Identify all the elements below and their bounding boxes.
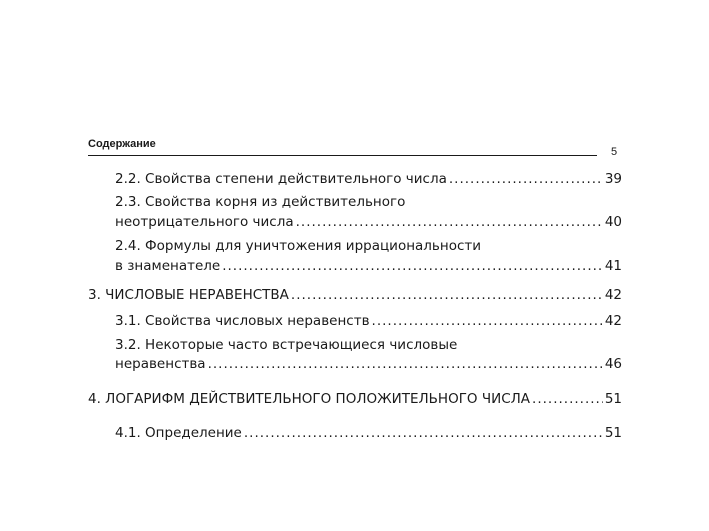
toc-leader-dots <box>532 390 603 408</box>
toc-entry-3 <box>88 286 622 304</box>
toc-leader-dots <box>291 286 603 304</box>
page-number: 5 <box>611 146 618 158</box>
toc-entry-2-3 <box>115 213 622 231</box>
toc-leader-dots <box>449 170 603 188</box>
toc-entry-3-2-line1: 3.2. Некоторые часто встречающиеся числовые <box>115 337 458 353</box>
toc-entry-title: в знаменателе <box>115 258 221 274</box>
toc-entry-page: 42 <box>604 287 622 303</box>
toc-entry-title: 3.1. Свойства числовых неравенств <box>115 313 370 329</box>
toc-entry-page: 40 <box>604 214 622 230</box>
toc-entry-title: 4. ЛОГАРИФМ ДЕЙСТВИТЕЛЬНОГО ПОЛОЖИТЕЛЬНОГО ЧИСЛА <box>88 391 531 407</box>
toc-entry-page: 51 <box>604 391 622 407</box>
toc-entry-2-3-line1: 2.3. Свойства корня из действительного <box>115 194 406 210</box>
toc-leader-dots <box>372 312 603 330</box>
toc-entry-title: 4.1. Определение <box>115 425 242 441</box>
toc-leader-dots <box>222 257 603 275</box>
toc-leader-dots <box>208 355 603 373</box>
toc-entry-page: 51 <box>604 425 622 441</box>
toc-entry-3-2 <box>115 355 622 373</box>
toc-entry-page: 42 <box>604 313 622 329</box>
header-rule <box>88 155 597 156</box>
toc-entry-page: 41 <box>604 258 622 274</box>
toc-entry-4-1 <box>115 424 622 442</box>
toc-entry-2-4-line1: 2.4. Формулы для уничтожения иррациональности <box>115 238 482 254</box>
toc-entry-2-4 <box>115 257 622 275</box>
toc-entry-title: 3. ЧИСЛОВЫЕ НЕРАВЕНСТВА <box>88 287 289 303</box>
toc-entry-page: 46 <box>604 356 622 372</box>
toc-entry-title: неравенства <box>115 356 206 372</box>
toc-leader-dots <box>244 424 603 442</box>
toc-entry-page: 39 <box>604 171 622 187</box>
toc-leader-dots <box>296 213 603 231</box>
toc-entry-title: неотрицательного числа <box>115 214 294 230</box>
toc-entry-3-1 <box>115 312 622 330</box>
toc-entry-4 <box>88 390 622 408</box>
toc-entry-2-2 <box>115 170 622 188</box>
running-head-title: Содержание <box>88 138 156 150</box>
toc-entry-title: 2.2. Свойства степени действительного числа <box>115 171 447 187</box>
